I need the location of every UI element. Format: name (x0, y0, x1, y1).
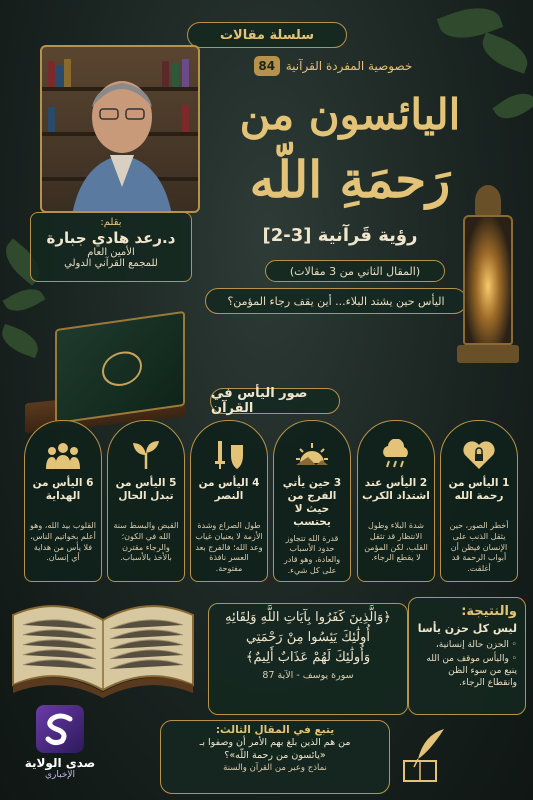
author-name: د.رعد هادي جبارة (46, 229, 176, 247)
author-organization: للمجمع القرآني الدولي (64, 258, 158, 269)
vision-subtitle: رؤية قَرآنية [3-2] (262, 225, 418, 246)
series-label: سلسلة مقالات (219, 27, 315, 43)
heart-lock-icon (461, 437, 497, 473)
card-body: القبض والبسط سنة الله في الكون؛ والرجاء مقترن بالأخذ بالأسباب. (113, 521, 179, 563)
author-portrait (42, 47, 200, 213)
sunrise-icon (294, 437, 330, 473)
card-body: طول الصراع وشدة الأزمة لا يعنيان غياب وعد الله؛ فالفرج بعد العسر نافذة مفتوحة. (195, 521, 263, 574)
next-article-subtitle: نماذج وعبر من القرآن والسنة (223, 762, 327, 773)
quill-book-icon (400, 725, 448, 785)
logo-name: صدى الولاية (24, 756, 96, 770)
subtitle-row (218, 56, 448, 76)
storm-cloud-icon (378, 437, 414, 473)
verse-line: ﴿وَالَّذِينَ كَفَرُوا بِآيَاتِ اللَّهِ وَلِقَائِهِ (225, 610, 391, 625)
card-despair-of-mercy (440, 420, 518, 582)
card-despair-of-guidance (24, 420, 102, 582)
author-card (30, 212, 192, 282)
result-item: ◦ الحزن حالة إنسانية، (435, 640, 517, 650)
card-body: قدرة الله تتجاوز حدود الأسباب والعادة، وهو قادر على كل شيء. (283, 533, 341, 575)
card-body: أخطر الصور، حين يثقل الذنب على الإنسان فيظن أن أبواب الرحمة قد أغلقت. (449, 521, 509, 574)
article-note-pill (265, 260, 445, 282)
card-despair-of-victory (190, 420, 268, 582)
issue-number-badge: 84 (254, 56, 280, 76)
card-body: شدة البلاء وطول الانتظار قد تثقل القلب، لكن المؤمن لا يقطع الرجاء. (364, 521, 428, 563)
open-book-image (8, 585, 198, 700)
quran-medallion-icon (102, 349, 142, 389)
card-despair-in-distress (357, 420, 435, 582)
page-title-line2: رَحمَةِ اللّه (249, 150, 451, 209)
card-title: 5 اليأس من تبدل الحال (115, 477, 177, 503)
lantern-icon (455, 175, 520, 395)
question-text: اليأس حين يشتد البلاء... أين يقف رجاء المؤمن؟ (227, 294, 445, 308)
result-item: ◦ واليأس موقف من الله ينبع من سوء الظن وانقطاع الرجاء. (426, 654, 517, 689)
card-title: 3 حين يأتي الفرج من حيث لا يحتسب (282, 477, 342, 529)
result-title: والنتيجة: (461, 604, 517, 619)
card-title: 4 اليأس من النصر (198, 477, 260, 503)
logo-subtitle: الإخباري (44, 770, 76, 780)
section-title-pill (210, 388, 340, 414)
brand-logo (20, 705, 100, 800)
next-article-question: «يائسون من رحمة اللّه»؟ (224, 750, 326, 762)
section-title: صور اليأس في القرآن (211, 386, 308, 416)
card-unexpected-relief (273, 420, 351, 582)
next-article-question: من هم الذين بلغ بهم الأمر أن وصفوا بـ (199, 737, 351, 748)
card-body: القلوب بيد الله، وهو أعلم بخواتيم الناس، فلا يأس من هداية أي إنسان. (30, 521, 96, 563)
card-title: 1 اليأس من رحمة الله (448, 477, 510, 503)
author-role: الأمين العام (87, 247, 135, 258)
sword-shield-icon (211, 437, 247, 473)
verse-line: وَأُولَٰئِكَ لَهُمْ عَذَابٌ أَلِيمٌ﴾ (245, 650, 371, 666)
author-photo (40, 45, 200, 213)
next-article-title: يتبع في المقال الثالث: (215, 724, 335, 736)
plant-icon (128, 437, 164, 473)
result-headline: ليس كل حزن يأسا (417, 622, 517, 635)
card-title: 2 اليأس عند اشتداد الكرب (362, 477, 430, 503)
verse-line: أُولَٰئِكَ يَئِسُوا مِنْ رَحْمَتِي (245, 630, 371, 646)
logo-mark-icon (36, 705, 84, 753)
result-panel (408, 597, 526, 715)
leaf-decoration (477, 32, 533, 74)
card-despair-of-change (107, 420, 185, 582)
leaf-decoration (0, 324, 43, 358)
people-icon (45, 437, 81, 473)
subtitle-text: خصوصية المفردة القرآنية (285, 59, 413, 73)
card-title: 6 اليأس من الهداية (32, 477, 94, 503)
leaf-decoration (3, 282, 46, 318)
verse-panel (208, 603, 408, 715)
question-pill (205, 288, 467, 314)
page-title-line1: اليائسون من (239, 90, 461, 139)
article-note: (المقال الثاني من 3 مقالات) (289, 264, 421, 278)
by-label: بقلم: (100, 217, 122, 228)
verse-reference: سورة يوسف - الآية 87 (262, 670, 354, 682)
series-pill (187, 22, 347, 48)
quran-book-image (55, 311, 185, 424)
next-article-panel (160, 720, 390, 794)
